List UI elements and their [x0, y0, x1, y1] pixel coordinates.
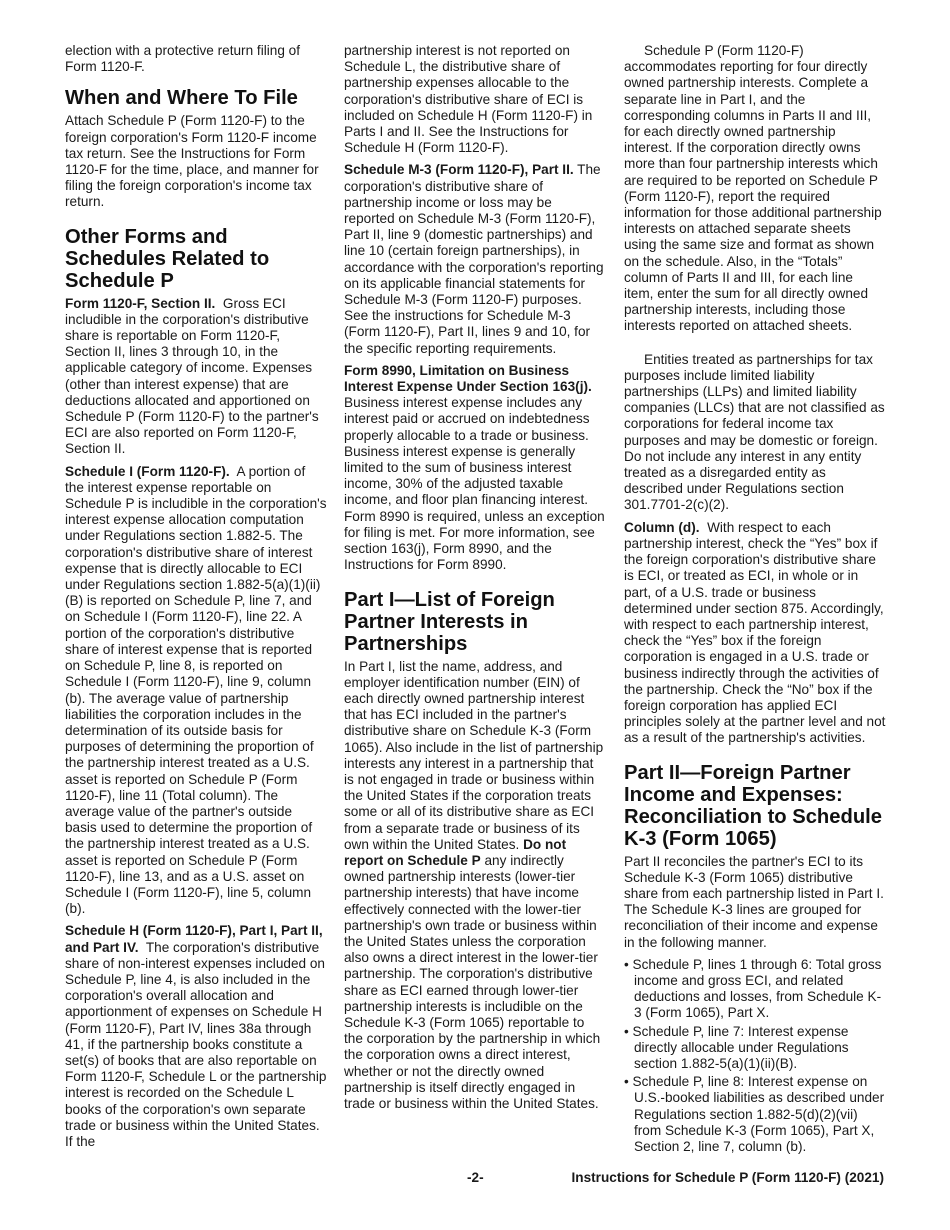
- paragraph-column-d: [624, 520, 886, 747]
- subhead-schedule-m3: Schedule M-3 (Form 1120-F), Part II.: [344, 162, 574, 178]
- body-schedule-h: The corporation's distributive share of non-interest expenses included on Schedule P, line 4, is also included in the corporation's overall allocation and apportionment of expenses on Schedule H (Form 1120-F), Part IV, lines 38a through 41, if the partnership books constitute a set(s) of books that are also reportable on Form 1120-F, Schedule L or the partnership interest is recorded on the Schedule L books of the corporation's own separate trade or business within the United States. If the: [65, 939, 327, 1149]
- bullet-icon: •: [624, 956, 629, 972]
- heading-when-where-to-file: When and Where To File: [65, 87, 298, 110]
- column-right: [624, 43, 886, 1157]
- subhead-schedule-h: Schedule H (Form 1120-F), Part I, Part II, and Part IV.: [65, 923, 323, 955]
- heading-part-2: Part II—Foreign Partner Income and Expenses: Reconciliation to Schedule K-3 (Form 1065): [624, 761, 882, 850]
- body-form-8990: Business interest expense includes any interest paid or accrued on indebtedness properly allocable to a trade or business. Business interest expense is generally limited to the sum of business interest income, 30% of the adjusted taxable income, and floor plan financing interest. Form 8990 is required, unless an exception for filing is met. For more information, see section 163(j), Form 8990, and the Instructions for Form 8990.: [344, 395, 605, 573]
- subhead-form-1120f: Form 1120-F, Section II.: [65, 295, 216, 311]
- paragraph-part-1: [344, 659, 606, 1113]
- body-schedule-m3: The corporation's distributive share of partnership income or loss may be reported on Schedule M-3 (Form 1120-F), Part II, line 9 (domestic partnerships) and line 10 (certain foreign partnerships), in accordance with the corporation's reporting on its applicable financial statements for Schedule M-3 (Form 1120-F) purposes. See the instructions for Schedule M-3 (Form 1120-F), Part II, lines 9 and 10, for the specific reporting requirements.: [344, 162, 604, 356]
- list-item: • Schedule P, lines 1 through 6: Total gross income and gross ECI, and related deductions and losses, from Schedule K-3 (Form 1065), Part X.: [624, 956, 882, 1021]
- heading-other-forms: Other Forms and Schedules Related to Schedule P: [65, 225, 270, 292]
- body-part-1-a: In Part I, list the name, address, and employer identification number (EIN) of each directly owned partnership interest that has ECI included in the partner's distributive share on Schedule K-3 (Form 1065). Also include in the list of partnership interests any interest in a partnership that is not engaged in trade or business within the United States if the corporation treats some or all of its distributive share as ECI from a separate trade or business of its own within the United States.: [344, 658, 604, 852]
- bullet-list: [624, 957, 886, 1155]
- body-form-1120f: Gross ECI includible in the corporation's distributive share is reportable on Form 1120-F, Section II, lines 3 through 10, in the applicable category of income. Expenses (other than interest expense) that are deductions allocated and apportioned on Schedule P (Form 1120-F) to the partner's ECI are also reported on Form 1120-F, Section II.: [65, 295, 319, 457]
- column-middle: [344, 43, 606, 1118]
- footer-title: Instructions for Schedule P (Form 1120-F) (2021): [571, 1170, 884, 1185]
- paragraph-form-8990: [344, 363, 606, 574]
- heading-part-1: Part I—List of Foreign Partner Interests in Partnerships: [344, 588, 555, 655]
- paragraph-schedule-m3: [344, 162, 606, 356]
- paragraph-continuation: election with a protective return filing of Form 1120-F.: [65, 43, 300, 75]
- subhead-form-8990: Form 8990, Limitation on Business Interest Expense Under Section 163(j).: [344, 362, 592, 395]
- paragraph-continuation: partnership interest is not reported on Schedule L, the distributive share of partnership expenses allocable to the corporation's distributive share of ECI is included on Schedule H (Form 1120-F) in Parts I and II. See the Instructions for Schedule H (Form 1120-F).: [344, 43, 593, 156]
- emphasis-do-not-report: Do not report on Schedule P: [344, 836, 567, 868]
- list-item: • Schedule P, line 8: Interest expense on U.S.-booked liabilities as described under Regulations section 1.882-5(d)(2)(vii) from Schedule K-3 (Form 1065), Part X, Section 2, line 7, column (b).: [624, 1074, 885, 1154]
- paragraph-entities: Entities treated as partnerships for tax purposes include limited liability partnerships (LLPs) and limited liability companies (LLCs) that are not classified as corporations for federal income tax purposes and may be domestic or foreign. Do not include any interest in any entity treated as a disregarded entity as described under Regulations section 301.7701-2(c)(2).: [624, 351, 885, 513]
- body-schedule-i: A portion of the interest expense reportable on Schedule P is includible in the corporation's interest expense allocation computation under Regulations section 1.882-5. The corporation's distributive share of interest expense that is directly allocable to ECI under Regulations section 1.882-5(a)(1)(ii)(B) is reported on Schedule P, line 7, and on Schedule I (Form 1120-F), line 22. A portion of the corporation's distributive share of interest expense that is reported on Schedule P, line 8, is reported on Schedule I (Form 1120-F), line 9, column (b). The average value of partnership liabilities the corporation includes in the determination of its outside basis for purposes of determining the proportion of the partnership interest treated as a U.S. asset is reported on Schedule P (Form 1120-F), line 11 (Total column). The average value of the partner's outside basis used to determine the proportion of the partnership interest treated as a U.S. asset is reported on Schedule P (Form 1120-F), line 13, and as a U.S. asset on Schedule I (Form 1120-F), line 5, column (b).: [65, 463, 327, 917]
- paragraph-form-1120f: [65, 296, 327, 458]
- body-column-d: With respect to each partnership interest, check the “Yes” box if the foreign corporation's distributive share is ECI, or treated as ECI, in whole or in part, of a U.S. trade or business determined under section 875. Accordingly, with respect to each partnership interest, check the “Yes” box if the foreign corporation is engaged in a U.S. trade or business indirectly through the activities of the partnership. Check the “No” box if the foreign corporation has applied ECI principles solely at the partner level and not as a result of the partnership's activities.: [624, 519, 886, 746]
- subhead-column-d: Column (d).: [624, 519, 700, 535]
- column-left: [65, 43, 327, 1156]
- bullet-icon: •: [624, 1023, 629, 1039]
- paragraph-when-where: Attach Schedule P (Form 1120-F) to the foreign corporation's Form 1120-F income tax return. See the Instructions for Form 1120-F for the time, place, and manner for filing the foreign corporation's income tax return.: [65, 113, 319, 210]
- paragraph-schedule-i: [65, 464, 327, 918]
- page-number: -2-: [467, 1170, 484, 1185]
- body-part-1-b: any indirectly owned partnership interests (lower-tier partnership interests) that have income effectively connected with the lower-tier partnership's own trade or business within the United States unless the corporation also owns a direct interest in the lower-tier partnership. The corporation's distributive share as ECI earned through lower-tier partnership interests is includible on the Schedule K-3 (Form 1065) reportable to the corporation by the partnership in which the corporation owns a direct interest, whether or not the directly owned partnership is itself directly engaged in trade or business within the United States.: [344, 852, 601, 1111]
- paragraph-four-interests: Schedule P (Form 1120-F) accommodates reporting for four directly owned partnership interests. Complete a separate line in Part I, and the corresponding columns in Parts II and III, for each directly owned partnership interest. If the corporation directly owns more than four partnership interests which are required to be reported on Schedule P (Form 1120-F), report the required information for those additional partnership interests on attached separate sheets using the same size and format as shown on the schedule. Also, in the “Totals” column of Parts II and III, for each line item, enter the sum for all directly owned partnership interests, including those interests reported on attached sheets.: [624, 43, 882, 334]
- paragraph-part-2-intro: Part II reconciles the partner's ECI to its Schedule K-3 (Form 1065) distributive share from each partnership listed in Part I. The Schedule K-3 lines are grouped for reconciliation of their income and expense in the following manner.: [624, 853, 884, 950]
- bullet-icon: •: [624, 1074, 629, 1090]
- list-item: • Schedule P, line 7: Interest expense directly allocable under Regulations section 1.882-5(a)(1)(ii)(B).: [624, 1023, 849, 1071]
- subhead-schedule-i: Schedule I (Form 1120-F).: [65, 463, 230, 479]
- paragraph-schedule-h: [65, 923, 327, 1150]
